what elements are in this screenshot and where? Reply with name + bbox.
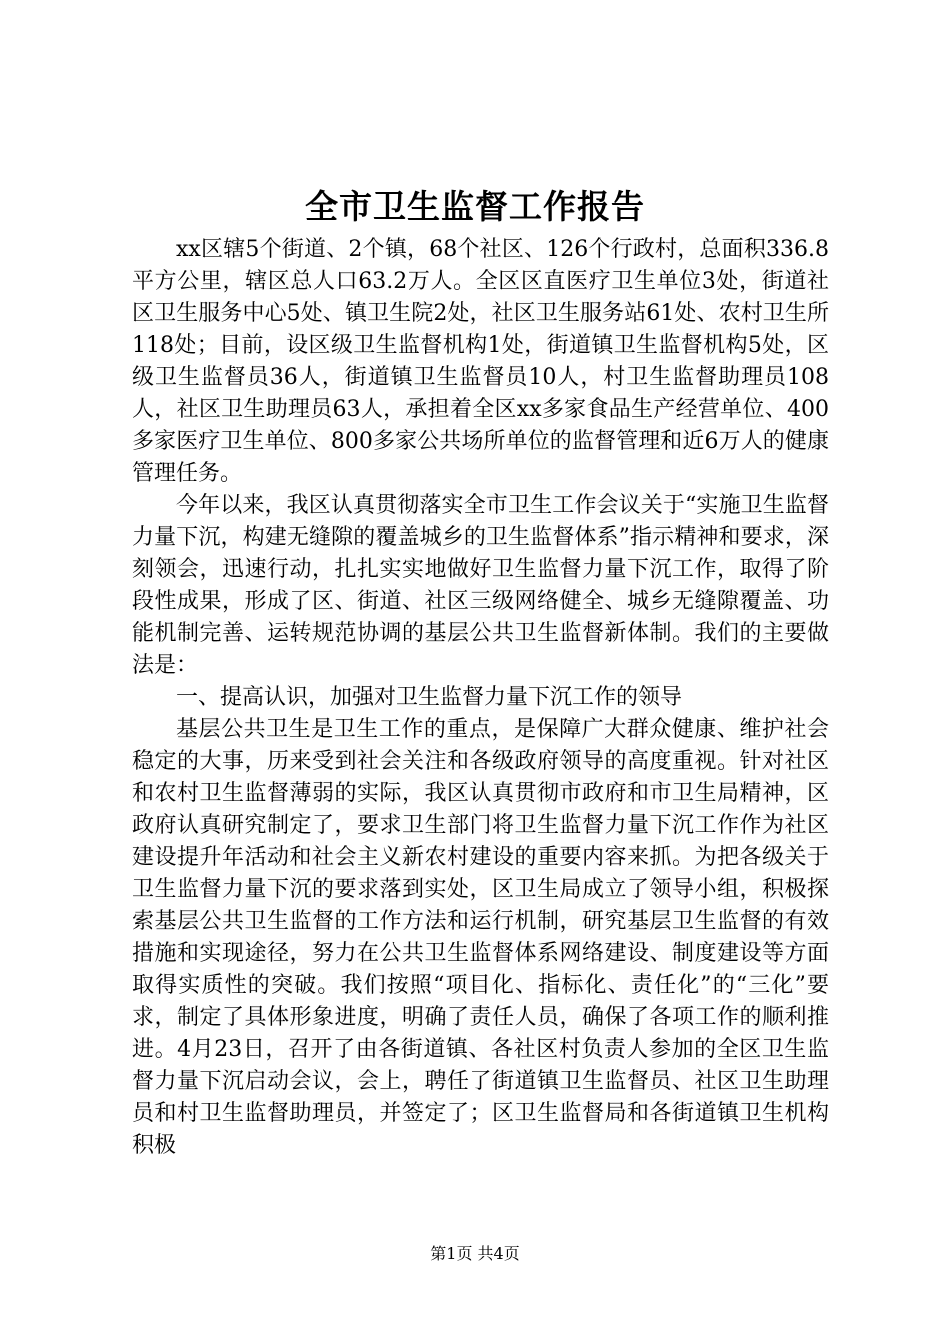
- document-title: 全市卫生监督工作报告: [305, 187, 645, 226]
- page-footer: 第1页 共4页: [430, 1244, 520, 1263]
- document-body: [132, 234, 829, 1162]
- paragraph-progress: 今年以来，我区认真贯彻落实全市卫生工作会议关于“实施卫生监督力量下沉，构建无缝隙的覆盖城乡的卫生监督体系”指示精神和要求，深刻领会，迅速行动，扎扎实实地做好卫生监督力量下沉工作，取得了阶段性成果，形成了区、街道、社区三级网络健全、城乡无缝隙覆盖、功能机制完善、运转规范协调的基层公共卫生监督新体制。我们的主要做法是：: [132, 493, 829, 678]
- section-heading-1: 一、提高认识，加强对卫生监督力量下沉工作的领导: [176, 685, 683, 710]
- paragraph-overview: xx区辖5个街道、2个镇，68个社区、126个行政村，总面积336.8平方公里，辖区总人口63.2万人。全区区直医疗卫生单位3处，街道社区卫生服务中心5处、镇卫生院2处，社区卫生服务站61处、农村卫生所118处；目前，设区级卫生监督机构1处，街道镇卫生监督机构5处，区级卫生监督员36人，街道镇卫生监督员10人，村卫生监督助理员108人，社区卫生助理员63人，承担着全区xx多家食品生产经营单位、400多家医疗卫生单位、800多家公共场所单位的监督管理和近6万人的健康管理任务。: [132, 237, 829, 486]
- paragraph-leadership: 基层公共卫生是卫生工作的重点，是保障广大群众健康、维护社会稳定的大事，历来受到社会关注和各级政府领导的高度重视。针对社区和农村卫生监督薄弱的实际，我区认真贯彻市政府和市卫生局精神，区政府认真研究制定了，要求卫生部门将卫生监督力量下沉工作作为社区建设提升年活动和社会主义新农村建设的重要内容来抓。为把各级关于卫生监督力量下沉的要求落到实处，区卫生局成立了领导小组，积极探索基层公共卫生监督的工作方法和运行机制，研究基层卫生监督的有效措施和实现途径，努力在公共卫生监督体系网络建设、制度建设等方面取得实质性的突破。我们按照“项目化、指标化、责任化”的“三化”要求，制定了具体形象进度，明确了责任人员，确保了各项工作的顺利推进。4月23日，召开了由各街道镇、各社区村负责人参加的全区卫生监督力量下沉启动会议，会上，聘任了街道镇卫生监督员、社区卫生助理员和村卫生监督助理员，并签定了；区卫生监督局和各街道镇卫生机构积极: [132, 717, 829, 1158]
